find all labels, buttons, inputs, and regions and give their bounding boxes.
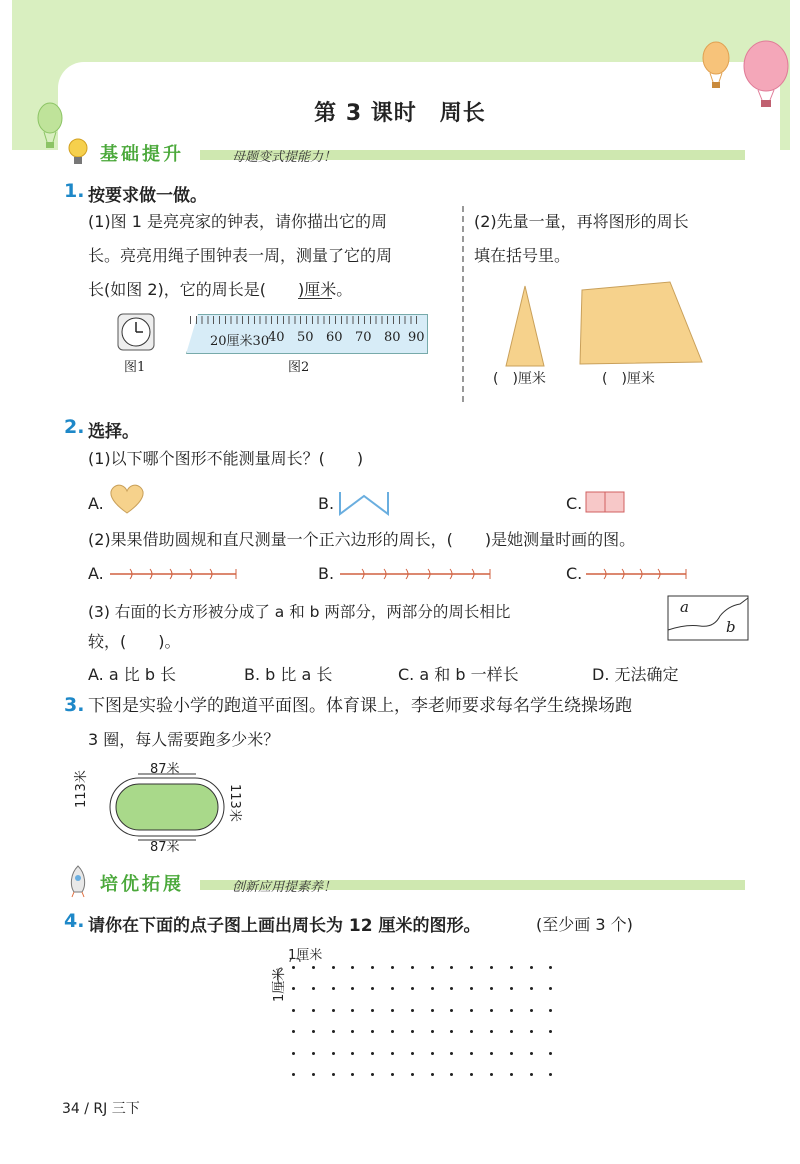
grid-dot[interactable] [490, 987, 493, 990]
rocket-icon [64, 864, 92, 898]
grid-dot[interactable] [490, 1073, 493, 1076]
grid-dot[interactable] [391, 1030, 394, 1033]
grid-dot[interactable] [530, 966, 533, 969]
section-subtitle: 母题变式提能力！ [232, 150, 337, 165]
grid-dot[interactable] [332, 1009, 335, 1012]
grid-dot[interactable] [411, 1052, 414, 1055]
grid-dot[interactable] [351, 1052, 354, 1055]
option-label: A. [88, 564, 104, 583]
grid-dot[interactable] [450, 1073, 453, 1076]
grid-dot[interactable] [530, 1030, 533, 1033]
grid-dot[interactable] [549, 1009, 552, 1012]
option-label: B. [318, 494, 335, 513]
grid-dot[interactable] [332, 1052, 335, 1055]
grid-dot[interactable] [371, 1052, 374, 1055]
track-right-label: 113米 [227, 784, 242, 822]
grid-dot[interactable] [431, 987, 434, 990]
grid-dot[interactable] [530, 987, 533, 990]
grid-dot[interactable] [510, 987, 513, 990]
grid-dot[interactable] [510, 1009, 513, 1012]
figure-caption: 图1 [124, 360, 146, 375]
question-text: 请你在下面的点子图上画出周长为 12 厘米的图形。 [88, 916, 481, 936]
grid-dot[interactable] [391, 1052, 394, 1055]
grid-dot[interactable] [312, 966, 315, 969]
grid-dot[interactable] [510, 1073, 513, 1076]
answer-blank[interactable]: ( )厘米 [493, 371, 546, 387]
rect-label-a: a [680, 598, 689, 616]
q2-sub1: (1)以下哪个图形不能测量周长？( ) [88, 449, 364, 468]
grid-dot[interactable] [411, 1030, 414, 1033]
option-label: A. [88, 494, 104, 513]
grid-dot[interactable] [549, 1030, 552, 1033]
compass-marks-a [108, 566, 240, 582]
q2-sub3-line: 较，( )。 [88, 632, 181, 651]
grid-dot[interactable] [312, 1009, 315, 1012]
grid-dot[interactable] [470, 966, 473, 969]
section-subtitle: 创新应用提素养！ [232, 880, 337, 895]
heart-shape [106, 482, 148, 516]
option-label: C. [566, 494, 583, 513]
q2-sub3-line: (3) 右面的长方形被分成了 a 和 b 两部分，两部分的周长相比 [88, 603, 511, 621]
grid-dot[interactable] [371, 1073, 374, 1076]
grid-dot[interactable] [391, 987, 394, 990]
grid-dot[interactable] [530, 1073, 533, 1076]
grid-dot[interactable] [450, 1052, 453, 1055]
grid-dot[interactable] [411, 966, 414, 969]
grid-dot[interactable] [549, 966, 552, 969]
grid-dot[interactable] [292, 1052, 295, 1055]
grid-dot[interactable] [470, 1052, 473, 1055]
compass-marks-c [584, 566, 690, 582]
answer-blank[interactable]: ( )厘米 [602, 371, 655, 387]
grid-dot[interactable] [371, 966, 374, 969]
grid-dot[interactable] [510, 966, 513, 969]
grid-dot[interactable] [312, 1052, 315, 1055]
q3-line: 3 圈，每人需要跑多少米？ [88, 730, 280, 749]
lightbulb-icon [64, 136, 92, 168]
q1-part2-line: (2)先量一量，再将图形的周长 [474, 212, 689, 231]
grid-dot[interactable] [312, 1073, 315, 1076]
section-label: 培优拓展 [100, 874, 184, 895]
grid-dot[interactable] [450, 1030, 453, 1033]
grid-dot[interactable] [391, 966, 394, 969]
grid-dot[interactable] [351, 1009, 354, 1012]
grid-dot[interactable] [450, 966, 453, 969]
ruler-ticks [190, 316, 422, 324]
grid-dot[interactable] [470, 1073, 473, 1076]
unit-label-vertical: 1厘米 [272, 967, 287, 1002]
q1-part1-line: 长(如图 2)，它的周长是( )厘米。 [88, 280, 353, 299]
grid-dot[interactable] [431, 1030, 434, 1033]
q3-line: 下图是实验小学的跑道平面图。体育课上，李老师要求每名学生绕操场跑 [88, 696, 632, 716]
grid-dot[interactable] [549, 1052, 552, 1055]
option-label: C. a 和 b 一样长 [398, 665, 519, 684]
track-bottom-label: 87米 [150, 840, 180, 855]
figure-caption: 图2 [288, 360, 310, 375]
grid-dot[interactable] [391, 1009, 394, 1012]
grid-dot[interactable] [391, 1073, 394, 1076]
q1-part2-line: 填在括号里。 [474, 246, 571, 265]
measure-shapes [500, 278, 720, 370]
grid-dot[interactable] [490, 966, 493, 969]
ruler-label: 90 [408, 330, 425, 345]
grid-dot[interactable] [510, 1030, 513, 1033]
question-text: 选择。 [88, 422, 139, 442]
grid-dot[interactable] [431, 1073, 434, 1076]
grid-dot[interactable] [351, 987, 354, 990]
option-label: B. [318, 564, 335, 583]
page-number: 34 / RJ 三下 [62, 1101, 140, 1117]
ruler-label: 60 [326, 330, 343, 345]
grid-dot[interactable] [371, 987, 374, 990]
running-track [108, 770, 228, 842]
ruler-label: 70 [355, 330, 372, 345]
grid-dot[interactable] [351, 1073, 354, 1076]
grid-dot[interactable] [312, 987, 315, 990]
page-title: 第 3 课时 周长 [314, 101, 486, 126]
grid-dot[interactable] [431, 966, 434, 969]
grid-dot[interactable] [292, 1073, 295, 1076]
grid-dot[interactable] [549, 987, 552, 990]
q1-part1-line: (1)图 1 是亮亮家的钟表，请你描出它的周 [88, 212, 388, 231]
track-left-label: 113米 [74, 770, 89, 808]
option-label: B. b 比 a 长 [244, 665, 333, 684]
grid-dot[interactable] [351, 1030, 354, 1033]
grid-dot[interactable] [470, 1009, 473, 1012]
grid-dot[interactable] [470, 1030, 473, 1033]
grid-dot[interactable] [411, 1009, 414, 1012]
balloon-icon [696, 40, 736, 90]
grid-dot[interactable] [292, 966, 295, 969]
open-shape [336, 490, 392, 516]
dot-grid[interactable] [292, 966, 572, 1078]
q1-part1-line: 长。亮亮用绳子围钟表一周，测量了它的周 [88, 246, 393, 265]
grid-dot[interactable] [450, 1009, 453, 1012]
grid-dot[interactable] [431, 1052, 434, 1055]
question-number: 2. [64, 416, 85, 438]
ruler-label: 50 [297, 330, 314, 345]
grid-dot[interactable] [371, 1009, 374, 1012]
grid-dot[interactable] [490, 1052, 493, 1055]
question-number: 3. [64, 694, 85, 716]
rect-label-b: b [726, 618, 736, 636]
section-label: 基础提升 [100, 144, 184, 165]
grid-dot[interactable] [371, 1030, 374, 1033]
grid-dot[interactable] [431, 1009, 434, 1012]
ruler-label: 40 [268, 330, 285, 345]
option-label: D. 无法确定 [592, 665, 679, 684]
option-label: A. a 比 b 长 [88, 665, 177, 684]
trapezoid-shape [580, 282, 702, 364]
triangle-shape [506, 286, 544, 366]
question-note: (至少画 3 个) [536, 915, 633, 934]
question-number: 4. [64, 910, 85, 932]
grid-dot[interactable] [332, 966, 335, 969]
grid-dot[interactable] [411, 987, 414, 990]
q2-sub2: (2)果果借助圆规和直尺测量一个正六边形的周长，( )是她测量时画的图。 [88, 530, 636, 549]
compass-marks-b [338, 566, 494, 582]
grid-dot[interactable] [530, 1009, 533, 1012]
grid-dot[interactable] [292, 1009, 295, 1012]
grid-dot[interactable] [490, 1009, 493, 1012]
question-number: 1. [64, 180, 85, 202]
grid-dot[interactable] [510, 1052, 513, 1055]
grid-dot[interactable] [332, 987, 335, 990]
grid-dot[interactable] [332, 1073, 335, 1076]
grid-dot[interactable] [351, 966, 354, 969]
grid-dot[interactable] [450, 987, 453, 990]
grid-dot[interactable] [332, 1030, 335, 1033]
two-squares-shape [584, 490, 628, 516]
ruler-label: 20厘米30 [210, 334, 270, 349]
grid-dot[interactable] [292, 987, 295, 990]
question-text: 按要求做一做。 [88, 186, 207, 206]
ruler-label: 80 [384, 330, 401, 345]
grid-dot[interactable] [490, 1030, 493, 1033]
grid-dot[interactable] [312, 1030, 315, 1033]
grid-dot[interactable] [292, 1030, 295, 1033]
unit-label-horizontal: 1厘米 [288, 948, 323, 963]
track-top-label: 87米 [150, 762, 180, 777]
column-divider [462, 206, 464, 402]
grid-dot[interactable] [470, 987, 473, 990]
clock-icon [116, 312, 156, 352]
grid-dot[interactable] [530, 1052, 533, 1055]
answer-blank[interactable] [298, 298, 332, 299]
split-rectangle [666, 594, 750, 642]
grid-dot[interactable] [411, 1073, 414, 1076]
grid-dot[interactable] [549, 1073, 552, 1076]
option-label: C. [566, 564, 583, 583]
